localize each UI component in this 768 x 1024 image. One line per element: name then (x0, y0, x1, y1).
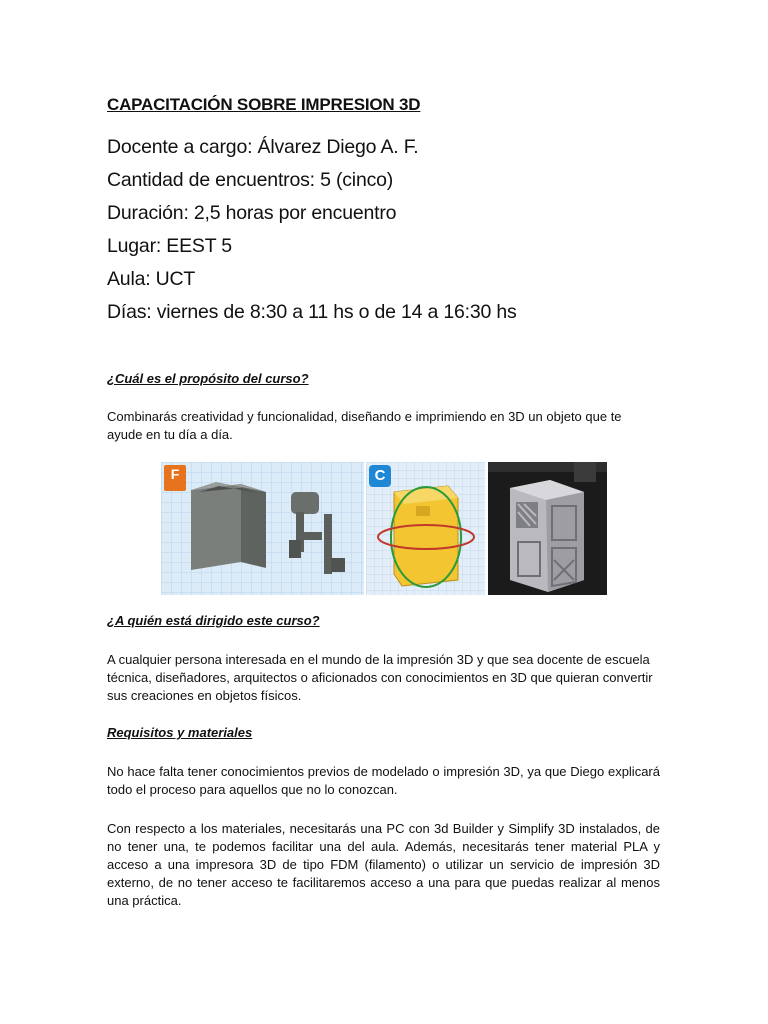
requirements-body-1: No hace falta tener conocimientos previos de modelado o impresión 3D, ya que Diego explicará todo el proceso para aquellos que no lo conozcan. (107, 764, 660, 797)
course-images (161, 462, 607, 595)
purpose-heading: ¿Cuál es el propósito del curso? (107, 371, 309, 386)
audience-body: A cualquier persona interesada en el mundo de la impresión 3D y que sea docente de escuela técnica, diseñadores, arquitectos o aficionados con conocimientos en 3D que quieran convertir sus creaciones en objetos físicos. (107, 652, 653, 703)
purpose-body: Combinarás creatividad y funcionalidad, diseñando e imprimiendo en 3D un objeto que te ayude en tu día a día. (107, 409, 622, 442)
requirements-body-2: Con respecto a los materiales, necesitarás una PC con 3d Builder y Simplify 3D instalados, de no tener una, te podemos facilitar una del aula. Además, necesitarás tener material PLA y acceso a una impresora 3D de tipo FDM (filamento) o utilizar un servicio de impresión 3D externo, de no tener acceso te facilitaremos acceso a una para que puedas realizar al menos una práctica. (107, 821, 660, 908)
info-place: Lugar: EEST 5 (107, 235, 232, 257)
info-sessions: Cantidad de encuentros: 5 (cinco) (107, 169, 394, 191)
printed-object-photo (488, 462, 607, 595)
requirements-heading: Requisitos y materiales (107, 725, 253, 740)
info-duration: Duración: 2,5 horas por encuentro (107, 202, 397, 224)
audience-heading: ¿A quién está dirigido este curso? (107, 613, 320, 628)
cura-app-icon: C (369, 465, 391, 487)
info-room: Aula: UCT (107, 268, 196, 290)
info-teacher: Docente a cargo: Álvarez Diego A. F. (107, 136, 419, 158)
fusion-model-image (161, 462, 364, 595)
course-info (107, 134, 517, 332)
fusion-app-icon: F (164, 465, 186, 491)
document-title: CAPACITACIÓN SOBRE IMPRESION 3D (107, 95, 421, 114)
info-days: Días: viernes de 8:30 a 11 hs o de 14 a 16:30 hs (107, 301, 517, 323)
